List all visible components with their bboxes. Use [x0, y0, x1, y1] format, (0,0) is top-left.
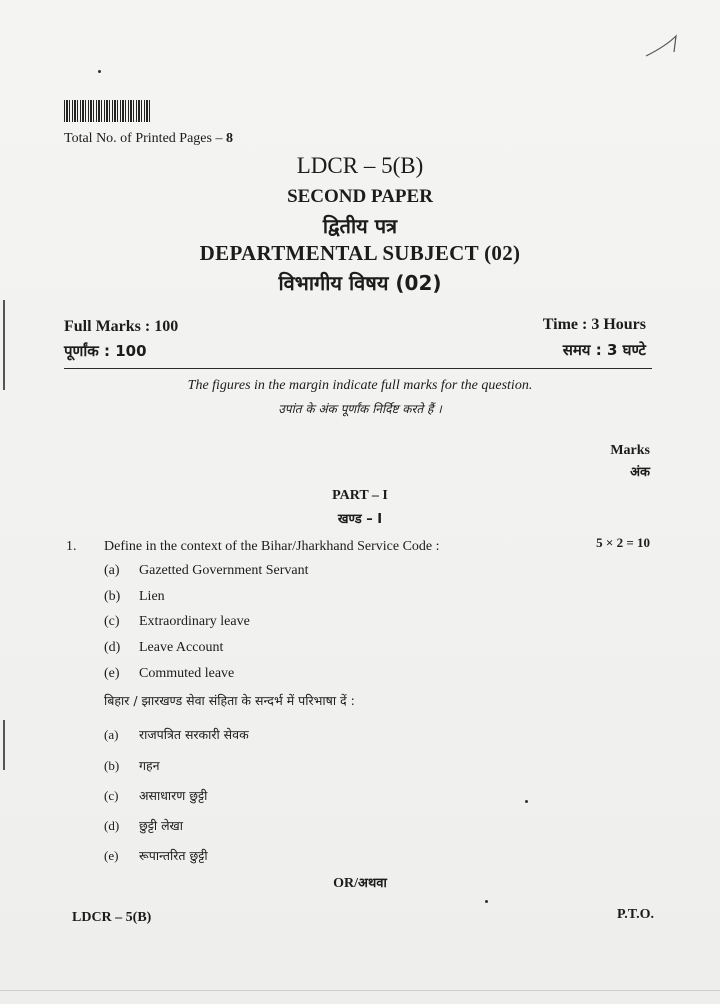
pen-mark-icon	[644, 30, 684, 60]
question-marks: 5 × 2 = 10	[596, 535, 650, 550]
question-text-en: Define in the context of the Bihar/Jharkhand Service Code :	[104, 539, 440, 554]
part-heading-en: PART – I	[332, 488, 388, 503]
item-label: (c)	[104, 788, 119, 803]
instruction-en: The figures in the margin indicate full marks for the question.	[187, 378, 533, 393]
full-marks-hi: पूर्णांक : 100	[64, 342, 147, 360]
list-item	[104, 847, 208, 864]
speck	[485, 900, 488, 903]
question-text-hi: बिहार / झारखण्ड सेवा संहिता के सन्दर्भ में परिभाषा दें :	[104, 693, 355, 708]
time-hi: समय : 3 घण्टे	[562, 341, 646, 359]
printed-pages-line	[64, 131, 233, 147]
divider	[64, 368, 652, 369]
item-text: गहन	[139, 758, 160, 773]
printed-pages-value: 8	[225, 131, 233, 146]
footer-paper-code: LDCR – 5(B)	[72, 910, 152, 925]
item-text: छुट्टी लेखा	[139, 818, 184, 833]
item-text: Extraordinary leave	[139, 614, 250, 629]
or-label	[0, 873, 720, 892]
item-label: (d)	[104, 818, 120, 833]
paper-title-en: SECOND PAPER	[287, 186, 433, 207]
printed-pages-label: Total No. of Printed Pages –	[64, 131, 223, 146]
instruction-hi: उपांत के अंक पूर्णांक निर्दिष्ट करते हैं ।	[278, 402, 442, 416]
item-text: राजपत्रित सरकारी सेवक	[139, 727, 249, 742]
pto-label: P.T.O.	[617, 907, 654, 922]
list-item	[104, 640, 223, 656]
marks-header-hi: अंक	[630, 465, 650, 480]
item-text: Leave Account	[139, 640, 224, 655]
scan-edge-mark	[3, 720, 5, 770]
question-number: 1.	[66, 539, 77, 554]
paper-title-hi: द्वितीय पत्र	[322, 214, 398, 238]
page-bottom-edge	[0, 990, 720, 991]
item-text: Commuted leave	[139, 666, 235, 681]
part-heading-hi: खण्ड – I	[337, 512, 383, 527]
time-en: Time : 3 Hours	[542, 316, 646, 333]
item-label: (b)	[104, 589, 121, 604]
scan-edge-mark	[3, 300, 5, 390]
barcode-icon	[64, 100, 152, 122]
or-label-hi: अथवा	[358, 876, 387, 891]
list-item	[104, 563, 309, 579]
list-item	[104, 666, 234, 682]
item-text: Gazetted Government Servant	[139, 563, 309, 578]
item-label: (c)	[104, 614, 120, 629]
speck	[98, 70, 101, 73]
item-text: असाधारण छुट्टी	[139, 788, 208, 803]
item-label: (e)	[104, 848, 119, 863]
or-label-en: OR/	[333, 876, 359, 891]
item-text: Lien	[139, 589, 165, 604]
item-label: (e)	[104, 666, 120, 681]
item-text: रूपान्तरित छुट्टी	[139, 848, 208, 863]
item-label: (b)	[104, 758, 120, 773]
full-marks-en: Full Marks : 100	[64, 318, 179, 335]
speck	[525, 800, 528, 803]
list-item	[104, 589, 165, 605]
list-item	[104, 817, 183, 834]
item-label: (a)	[104, 563, 120, 578]
item-label: (a)	[104, 727, 119, 742]
item-label: (d)	[104, 640, 121, 655]
subject-title-en: DEPARTMENTAL SUBJECT (02)	[199, 241, 521, 265]
subject-title-hi: विभागीय विषय (02)	[278, 271, 442, 295]
marks-header-en: Marks	[610, 443, 650, 458]
paper-code: LDCR – 5(B)	[296, 153, 424, 178]
list-item	[104, 614, 250, 630]
list-item	[104, 726, 249, 743]
list-item	[104, 757, 160, 774]
list-item	[104, 787, 207, 804]
